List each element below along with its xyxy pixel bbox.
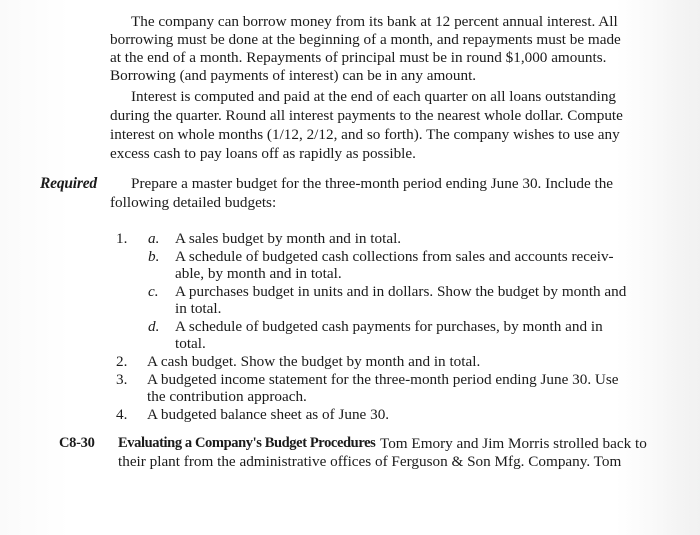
item-1b-letter: b. [148, 248, 160, 265]
item-1d-letter: d. [148, 318, 160, 335]
paragraph-2-line-2: during the quarter. Round all interest payments to the nearest whole dollar. Compute [110, 107, 623, 124]
item-1c-text-1: A purchases budget in units and in dollars. Show the budget by month and [175, 283, 627, 300]
paragraph-1-line-3: at the end of a month. Repayments of principal must be in round $1,000 amounts. [110, 49, 607, 66]
required-intro-line-2: following detailed budgets: [110, 194, 277, 211]
paragraph-1-line-4: Borrowing (and payments of interest) can be in any amount. [110, 67, 477, 84]
item-1b-text-2: able, by month and in total. [175, 265, 342, 282]
paragraph-2-line-4: excess cash to pay loans off as rapidly as possible. [110, 145, 416, 162]
item-2-number: 2. [116, 353, 128, 370]
required-intro-line-1: Prepare a master budget for the three-month period ending June 30. Include the [131, 175, 614, 192]
item-1a-text: A sales budget by month and in total. [175, 230, 402, 247]
item-1c-letter: c. [148, 283, 159, 300]
case-number: C8-30 [59, 435, 95, 451]
case-text-line-1: Tom Emory and Jim Morris strolled back to [380, 435, 647, 452]
item-1a-letter: a. [148, 230, 160, 247]
item-3-text-2: the contribution approach. [147, 388, 307, 405]
item-1d-text-2: total. [175, 335, 206, 352]
page-edge-shadow [660, 0, 700, 535]
case-text-line-2: their plant from the administrative offices of Ferguson & Son Mfg. Company. Tom [118, 453, 622, 470]
case-title: Evaluating a Company's Budget Procedures [118, 435, 376, 451]
paragraph-2-line-3: interest on whole months (1/12, 2/12, and so forth). The company wishes to use any [110, 126, 620, 143]
item-3-number: 3. [116, 371, 128, 388]
required-heading: Required [40, 175, 97, 192]
item-1-number: 1. [116, 230, 128, 247]
item-1d-text-1: A schedule of budgeted cash payments for purchases, by month and in [175, 318, 603, 335]
item-4-number: 4. [116, 406, 128, 423]
item-1b-text-1: A schedule of budgeted cash collections from sales and accounts receiv- [175, 248, 614, 265]
item-1c-text-2: in total. [175, 300, 222, 317]
item-4-text: A budgeted balance sheet as of June 30. [147, 406, 390, 423]
paragraph-2-line-1: Interest is computed and paid at the end of each quarter on all loans outstanding [131, 88, 617, 105]
item-3-text-1: A budgeted income statement for the three-month period ending June 30. Use [147, 371, 619, 388]
item-2-text: A cash budget. Show the budget by month and in total. [147, 353, 481, 370]
paragraph-1-line-2: borrowing must be done at the beginning of a month, and repayments must be made [110, 31, 621, 48]
paragraph-1-line-1: The company can borrow money from its bank at 12 percent annual interest. All [131, 13, 618, 30]
